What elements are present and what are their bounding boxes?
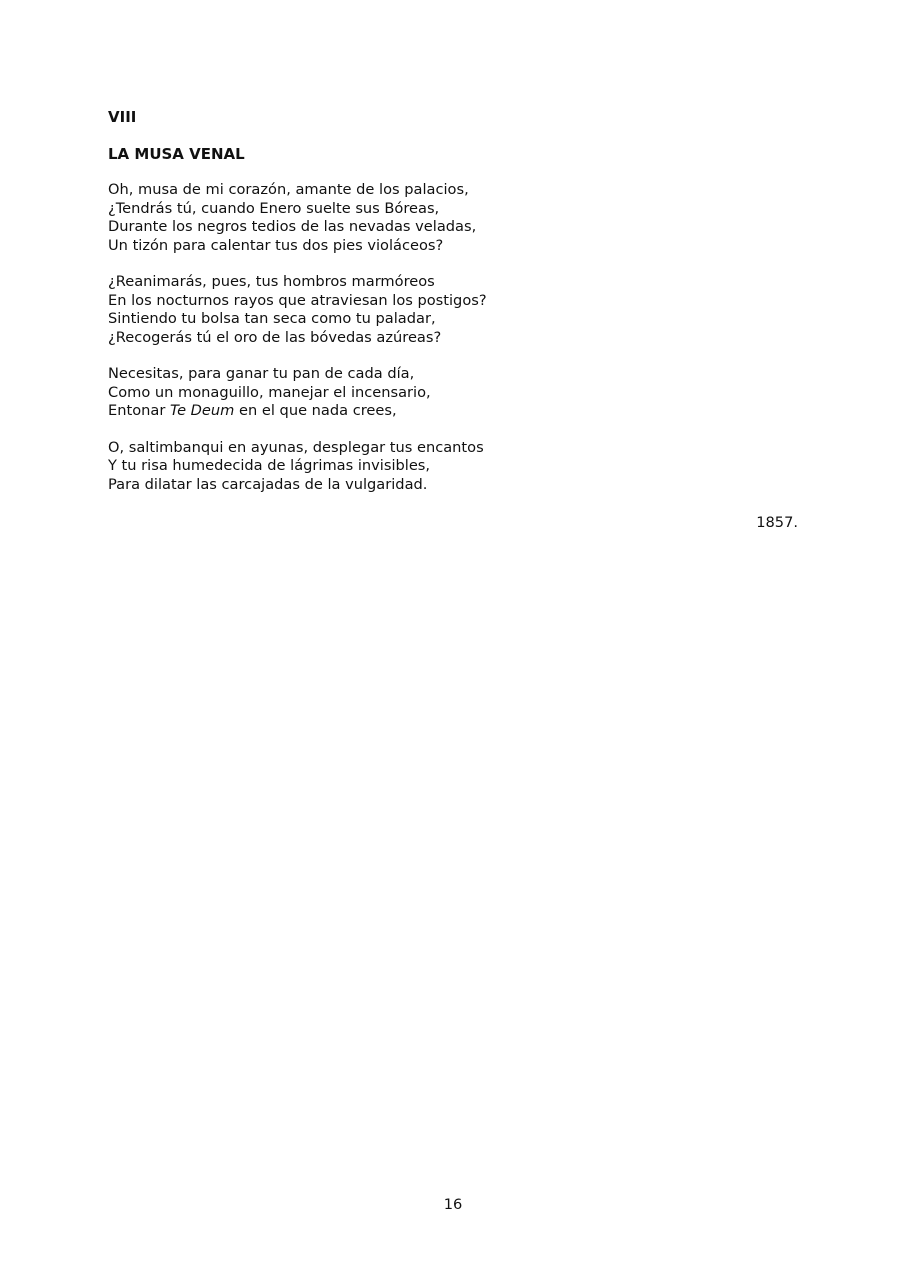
- verse-line: ¿Recogerás tú el oro de las bóvedas azúreas?: [108, 328, 442, 346]
- stanza-1: [108, 181, 808, 255]
- italic-title: Te Deum: [169, 402, 235, 419]
- verse-line: Para dilatar las carcajadas de la vulgaridad.: [108, 475, 428, 493]
- verse-line: Necesitas, para ganar tu pan de cada día,: [108, 365, 415, 382]
- poem-date: 1857.: [756, 514, 798, 531]
- verse-line: En los nocturnos rayos que atraviesan los postigos?: [108, 291, 487, 309]
- verse-line: O, saltimbanqui en ayunas, desplegar tus encantos: [108, 438, 484, 456]
- page-number: 16: [443, 1196, 463, 1213]
- verse-line: Oh, musa de mi corazón, amante de los palacios,: [108, 181, 469, 198]
- verse-text: Entonar: [108, 402, 170, 419]
- verse-line: Y tu risa humedecida de lágrimas invisibles,: [108, 457, 431, 474]
- verse-line: ¿Tendrás tú, cuando Enero suelte sus Bóreas,: [108, 199, 440, 217]
- stanza-2: [108, 273, 808, 347]
- verse-line: Sintiendo tu bolsa tan seca como tu paladar,: [108, 310, 436, 327]
- verse-line: Como un monaguillo, manejar el incensario,: [108, 383, 431, 401]
- verse-text: en el que nada crees,: [234, 402, 397, 419]
- poem-body: [108, 181, 808, 512]
- verse-line-mixed: [108, 402, 808, 421]
- stanza-4: [108, 439, 808, 495]
- stanza-3: [108, 365, 808, 421]
- section-number: VIII: [108, 108, 137, 126]
- verse-line: ¿Reanimarás, pues, tus hombros marmóreos: [108, 273, 435, 290]
- verse-line: Durante los negros tedios de las nevadas veladas,: [108, 218, 477, 235]
- verse-line: Un tizón para calentar tus dos pies violáceos?: [108, 236, 444, 254]
- poem-title: LA MUSA VENAL: [108, 145, 245, 163]
